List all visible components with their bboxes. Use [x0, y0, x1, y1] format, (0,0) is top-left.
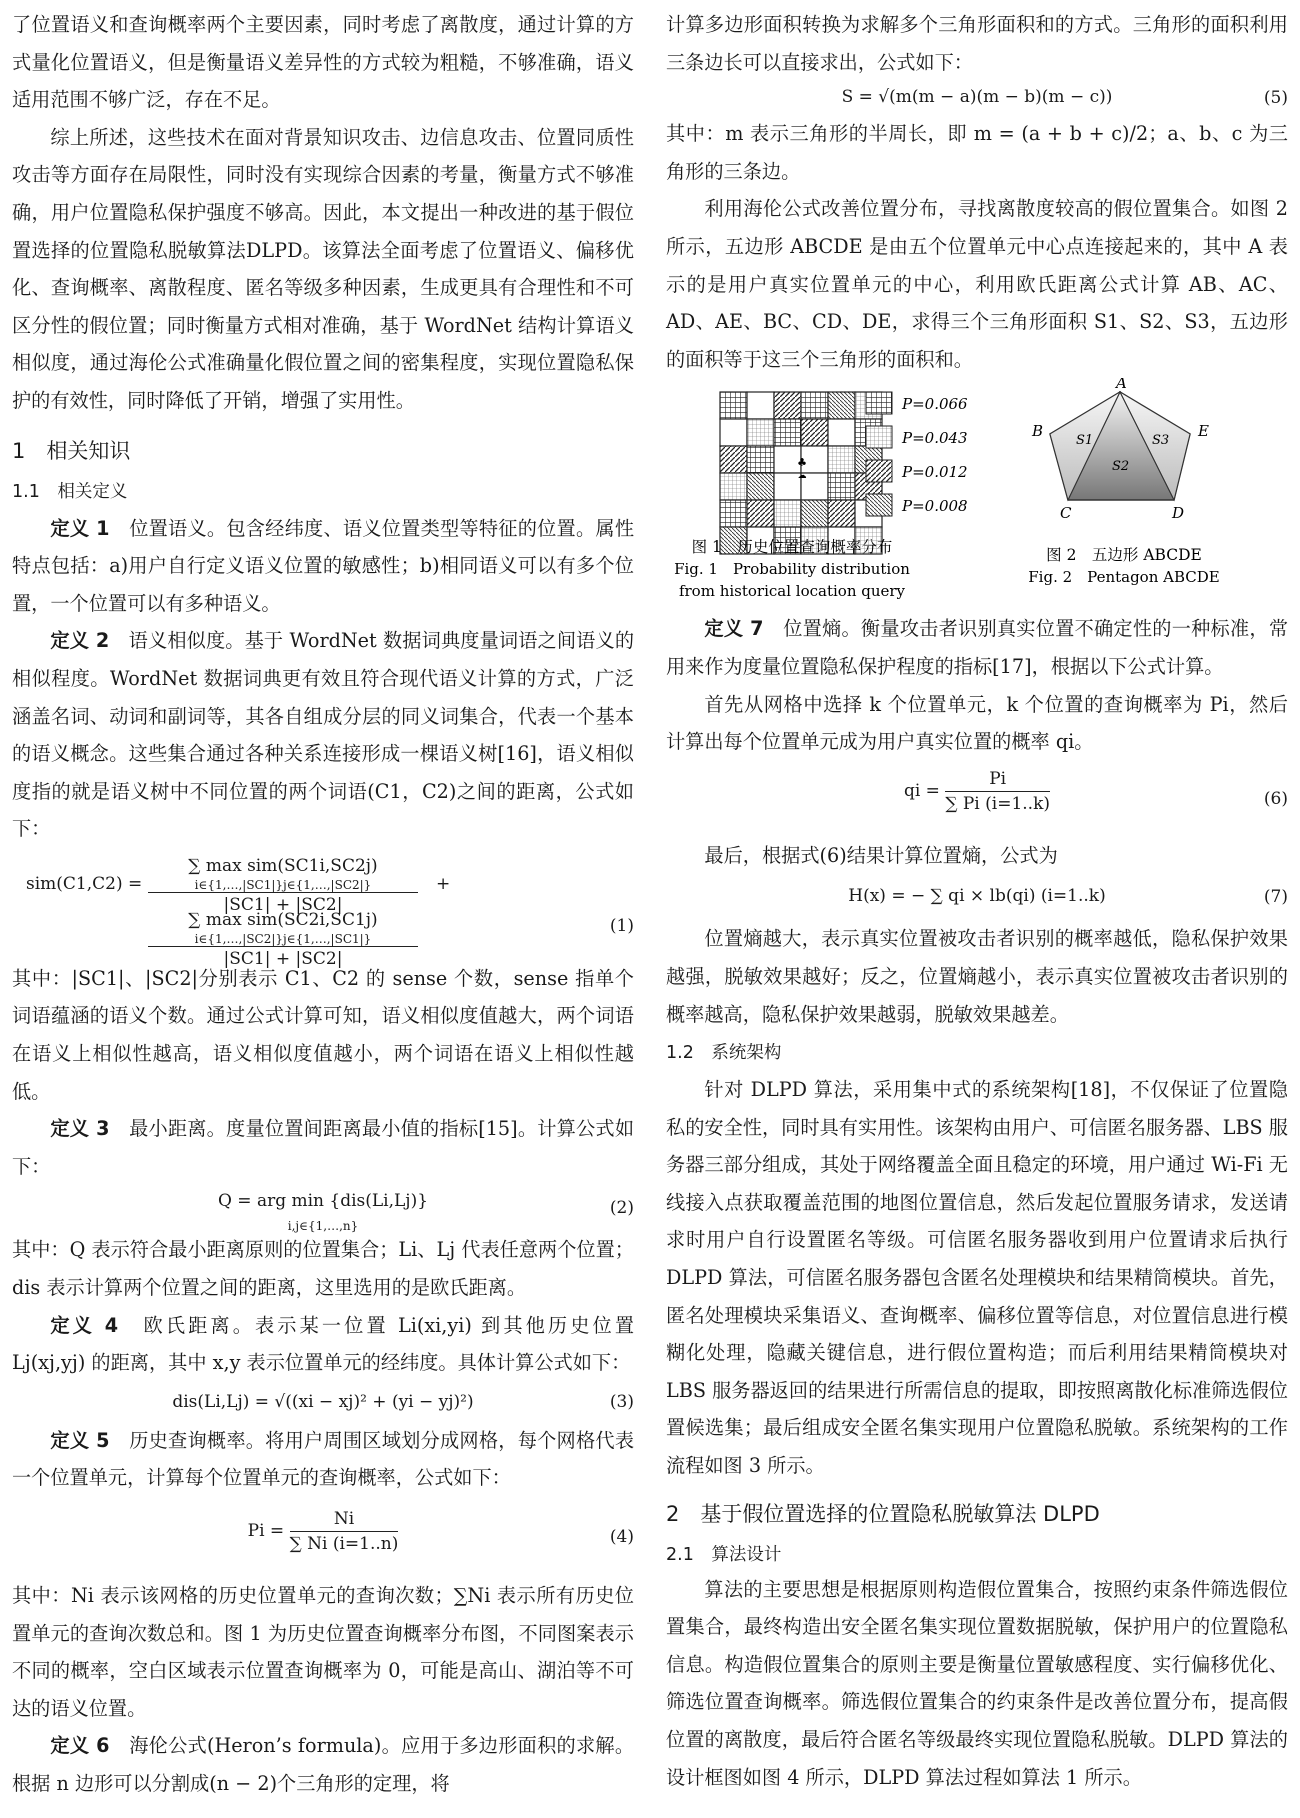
grid-cell — [720, 473, 747, 500]
equation-number: (5) — [1263, 88, 1288, 109]
equation-denominator: |SC1| + |SC2| — [148, 946, 418, 971]
paragraph: 其中：Q 表示符合最小距离原则的位置集合；Li、Lj 代表任意两个位置；dis 表示计算两个位置之间的距离，这里选用的是欧氏距离。 — [12, 1238, 634, 1300]
equation-subscript: i∈{1,…,|SC2|}j∈{1,…,|SC1|} — [194, 931, 372, 946]
definition-label: 定义 2 — [50, 629, 110, 653]
definition-text: 欧氏距离。表示某一位置 Li(xi,yi) 到其他历史位置 Lj(xj,yj) 的距离，其中 x,y 表示位置单元的经纬度。具体计算公式如下： — [12, 1313, 635, 1375]
grid-cell — [747, 446, 774, 473]
area-label: S3 — [1152, 433, 1170, 449]
equation-body: dis(Li,Lj) = √((xi − xj)² + (yi − yj)²) — [172, 1391, 474, 1412]
equation-numerator: Ni — [333, 1509, 355, 1529]
grid-cell — [828, 392, 855, 419]
definition-text: 最小距离。度量位置间距离最小值的指标[15]。计算公式如下： — [12, 1117, 635, 1178]
right-column — [666, 6, 1288, 1796]
section-heading: 1 相关知识 — [12, 438, 131, 463]
paragraph: 利用海伦公式改善位置分布，寻找离散度较高的假位置集合。如图 2 所示，五边形 ABCDE 是由五个位置单元中心点连接起来的，其中 A 表示的是用户真实位置单元的中心，利用欧氏距离公式计算 AB、AC、AD、AE、BC、CD、DE，求得三个三角形面积 S1、S2、S3，五边形的面积等于这三个三角形的面积和。 — [666, 197, 1288, 371]
equation-body: H(x) = − ∑ qi × lb(qi) (i=1..k) — [848, 886, 1106, 907]
grid-cell — [801, 500, 828, 527]
grid-cell — [828, 419, 855, 446]
paragraph: 位置熵越大，表示真实位置被攻击者识别的概率越低，隐私保护效果越强，脱敏效果越好；反之，位置熵越小，表示真实位置被攻击者识别的概率越高，隐私保护效果越弱，脱敏效果越差。 — [666, 927, 1288, 1026]
paragraph: 首先从网格中选择 k 个位置单元，k 个位置的查询概率为 Pi，然后计算出每个位置单元成为用户真实位置的概率 qi。 — [666, 692, 1288, 754]
grid-cell — [720, 500, 747, 527]
equation-4 — [12, 1497, 634, 1577]
definition-text: 位置语义。包含经纬度、语义位置类型等特征的位置。属性特点包括：a)用户自行定义语义位置的敏感性；b)相同语义可以有多个位置，一个位置可以有多种语义。 — [12, 516, 635, 615]
paragraph: 算法的主要思想是根据原则构造假位置集合，按照约束条件筛选假位置集合，最终构造出安全匿名集实现位置数据脱敏，保护用户的位置隐私信息。构造假位置集合的原则主要是衡量位置敏感程度、实行偏移优化、筛选位置查询概率。筛选假位置集合的约束条件是改善位置分布，提高假位置的离散度，最后符合匿名等级最终实现位置隐私脱敏。DLPD 算法的设计框图如图 4 所示，DLPD 算法过程如算法 1 所示。 — [666, 1577, 1288, 1789]
grid-cell — [774, 500, 801, 527]
equation-number: (6) — [1263, 788, 1288, 809]
definition-6 — [12, 1727, 634, 1802]
equation-6 — [666, 761, 1288, 837]
equation-1: sim(C1,C2) = ∑ max sim(SC1i,SC2j) i∈{1,…,|SC1|}j∈{1,…,|SC2|} |SC1| + |SC2| + ∑ max sim(SC2i,SC1j) i∈{1,…,|SC2|}j∈{1,…,|SC1|} |SC1| + |SC2| (1) — [26, 855, 634, 969]
grid-cell — [828, 473, 855, 500]
equation-lhs: Pi = — [247, 1521, 285, 1541]
legend-label: P=0.066 — [902, 395, 968, 414]
grid-cell — [720, 392, 747, 419]
caption-en: Fig. 2 Pentagon ABCDE — [1028, 568, 1220, 587]
equation-numerator: ∑ max sim(SC1i,SC2j) — [188, 855, 378, 876]
definition-text: 历史查询概率。将用户周围区域划分成网格，每个网格代表一个位置单元，计算每个位置单元的查询概率，公式如下： — [12, 1428, 635, 1490]
equation-5 — [666, 81, 1288, 115]
vertex-label: A — [1116, 378, 1127, 393]
probability-grid — [720, 392, 882, 554]
paragraph: 其中：|SC1|、|SC2|分别表示 C1、C2 的 sense 个数，sense 指单个词语蕴涵的语义个数。通过公式计算可知，语义相似度值越大，两个词语在语义上相似性越高，语义相似度值越小，两个词语在语义上相似性越低。 — [12, 966, 634, 1103]
equation-numerator: Pi — [989, 768, 1007, 789]
figure-row — [666, 378, 1288, 610]
pentagon-figure — [1031, 378, 1209, 522]
definition-4 — [12, 1307, 634, 1382]
paragraph: 其中：m 表示三角形的半周长，即 m = (a + b + c)/2；a、b、c 为三角形的三条边。 — [666, 122, 1288, 183]
grid-cell — [747, 419, 774, 446]
equation-body: S = √(m(m − a)(m − b)(m − c)) — [841, 87, 1113, 108]
grid-cell — [828, 500, 855, 527]
caption-en: from historical location query — [678, 582, 906, 601]
definition-7 — [666, 610, 1288, 685]
area-label: S1 — [1076, 433, 1094, 449]
grid-cell — [774, 392, 801, 419]
paragraph: 计算多边形面积转换为求解多个三角形面积和的方式。三角形的面积利用三条边长可以直接求出，公式如下： — [666, 13, 1288, 74]
vertex-label: D — [1172, 504, 1185, 523]
paragraph: 针对 DLPD 算法，采用集中式的系统架构[18]，不仅保证了位置隐私的安全性，同时具有实用性。该架构由用户、可信匿名服务器、LBS 服务器三部分组成，其处于网络覆盖全面且稳定的环境，用户通过 Wi-Fi 无线接入点获取覆盖范围的地图位置信息，然后发起位置服务请求，发送请求时用户自行设置匿名等级。可信匿名服务器收到用户位置请求后执行 DLPD 算法，可信匿名服务器包含匿名处理模块和结果精筒模块。首先，匿名处理模块采集语义、查询概率、偏移位置等信息，对位置信息进行模糊化处理，隐藏关键信息，进行假位置构造；而后利用结果精筒模块对 LBS 服务器返回的结果进行所需信息的提取，即按照离散化标准筛选假位置候选集；最后组成安全匿名集实现用户位置隐私脱敏。系统架构的工作流程如图 3 所示。 — [666, 1078, 1288, 1478]
caption-cn: 图 2 五边形 ABCDE — [1046, 546, 1202, 565]
legend-label: P=0.008 — [902, 497, 968, 516]
equation-7 — [666, 874, 1288, 920]
grid-cell — [828, 446, 855, 473]
grid-cell — [801, 419, 828, 446]
subsection-heading: 2.1 算法设计 — [666, 1544, 782, 1565]
equation-subscript: i,j∈{1,…,n} — [287, 1219, 359, 1234]
svg-text:♣: ♣ — [797, 456, 807, 470]
paragraph: 其中：Ni 表示该网格的历史位置单元的查询次数；∑Ni 表示所有历史位置单元的查询次数总和。图 1 为历史位置查询概率分布图，不同图案表示不同的概率，空白区域表示位置查询概率为 0，可能是高山、湖泊等不可达的语义位置。 — [12, 1584, 634, 1720]
figure-2-caption — [1028, 546, 1219, 586]
equation-2 — [12, 1185, 634, 1234]
grid-cell — [801, 392, 828, 419]
equation-denominator: ∑ Pi (i=1..k) — [945, 791, 1050, 816]
grid-cell — [747, 392, 774, 419]
vertex-label: E — [1198, 422, 1209, 441]
paragraph: 综上所述，这些技术在面对背景知识攻击、边信息攻击、位置同质性攻击等方面存在局限性，同时没有实现综合因素的考量，衡量方式不够准确，用户位置隐私保护强度不够高。因此，本文提出一种改进的基于假位置选择的位置隐私脱敏算法DLPD。该算法全面考虑了位置语义、偏移优化、查询概率、离散程度、匿名等级多种因素，生成更具有合理性和不可区分性的假位置；同时衡量方式相对准确，基于 WordNet 结构计算语义相似度，通过海伦公式准确量化假位置之间的密集程度，实现位置隐私保护的有效性，同时降低了开销，增强了实用性。 — [12, 125, 634, 412]
definition-label: 定义 7 — [704, 617, 764, 641]
definition-2 — [12, 622, 634, 848]
equation-number: (4) — [609, 1527, 634, 1547]
subsection-heading: 1.2 系统架构 — [666, 1043, 782, 1064]
equation-number: (1) — [609, 915, 634, 936]
definition-label: 定义 3 — [50, 1117, 110, 1141]
equation-lhs: qi = — [903, 780, 940, 801]
equation-number: (2) — [609, 1198, 634, 1219]
equation-subscript: i∈{1,…,|SC1|}j∈{1,…,|SC2|} — [194, 877, 372, 892]
grid-cell — [720, 446, 747, 473]
definition-label: 定义 6 — [50, 1734, 110, 1758]
definition-label: 定义 5 — [50, 1428, 110, 1452]
caption-en: Fig. 1 Probability distribution — [674, 560, 910, 579]
grid-cell — [747, 500, 774, 527]
definition-label: 定义 1 — [50, 516, 110, 540]
paragraph: 最后，根据式(6)结果计算位置熵，公式为 — [704, 843, 1058, 867]
legend-label: P=0.043 — [902, 429, 968, 448]
definition-label: 定义 4 — [50, 1313, 119, 1337]
subsection-heading: 1.1 相关定义 — [12, 481, 128, 502]
grid-cell — [720, 419, 747, 446]
equation-body: Q = arg min {dis(Li,Lj)} — [217, 1191, 429, 1212]
left-column — [12, 6, 634, 1803]
definition-text: 海伦公式(Heron’s formula)。应用于多边形面积的求解。根据 n 边形可以分割成(n − 2)个三角形的定理，将 — [12, 1734, 635, 1795]
equation-3 — [12, 1382, 634, 1422]
caption-cn: 图 1 历史位置查询概率分布 — [691, 538, 893, 557]
paragraph: 了位置语义和查询概率两个主要因素，同时考虑了离散度，通过计算的方式量化位置语义，但是衡量语义差异性的方式较为粗糙，不够准确，语义适用范围不够广泛，存在不足。 — [12, 13, 634, 112]
definition-5 — [12, 1422, 634, 1497]
equation-denominator: ∑ Ni (i=1..n) — [290, 1531, 399, 1556]
equation-denominator: |SC1| + |SC2| — [148, 892, 418, 917]
definition-1 — [12, 510, 634, 623]
figure-1-caption — [674, 538, 910, 600]
equation-numerator: ∑ max sim(SC2i,SC1j) — [188, 909, 378, 930]
svg-text:☁: ☁ — [797, 471, 807, 482]
section-heading: 2 基于假位置选择的位置隐私脱敏算法 DLPD — [666, 1501, 1100, 1526]
area-label: S2 — [1112, 459, 1130, 475]
equation-lhs: sim(C1,C2) = — [26, 873, 143, 894]
vertex-label: C — [1060, 504, 1072, 523]
definition-text: 位置熵。衡量攻击者识别真实位置不确定性的一种标准，常用来作为度量位置隐私保护程度的指标[17]，根据以下公式计算。 — [666, 617, 1289, 678]
vertex-label: B — [1032, 422, 1044, 441]
equation-number: (7) — [1263, 887, 1288, 908]
grid-cell — [774, 419, 801, 446]
grid-cell — [747, 473, 774, 500]
figures-svg — [666, 378, 1288, 610]
definition-3 — [12, 1110, 634, 1185]
legend-label: P=0.012 — [902, 463, 968, 482]
equation-number: (3) — [609, 1391, 634, 1412]
definition-text: 语义相似度。基于 WordNet 数据词典度量词语之间语义的相似程度。WordNet 数据词典更有效且符合现代语义计算的方式，广泛涵盖名词、动词和副词等，其各自组成分层的同义词集合，代表一个基本的语义概念。这些集合通过各种关系连接形成一棵语义树[16]，语义相似度指的就是语义树中不同位置的两个词语(C1，C2)之间的距离，公式如下： — [12, 629, 635, 841]
